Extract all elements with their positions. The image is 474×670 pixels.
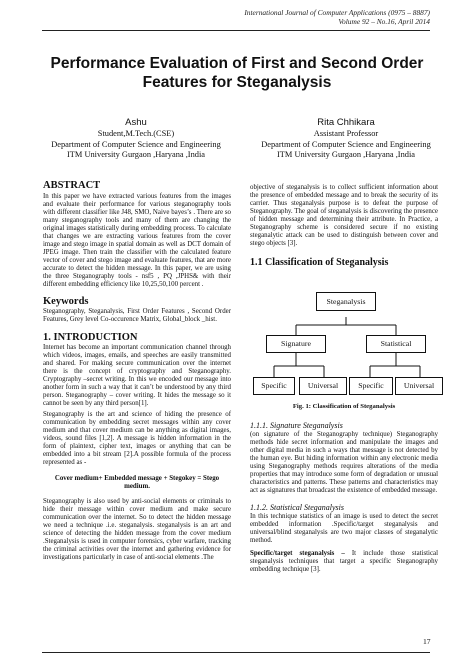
abstract-heading: ABSTRACT [43,180,101,191]
author-dept: Department of Computer Science and Engineering [51,139,221,149]
right-column-bottom [250,403,438,574]
footer-rule [42,652,430,653]
keywords-heading: Keywords [43,296,89,307]
objective-paragraph: objective of steganalysis is to collect sufficient information about the presence of embedded message and to break the security of its carrier. Thus steganalysis purpose is to defeat the purpose of Steganography. The goal of steganalysis is discovering the presence of hidden message and determining their attribute. In Practice, a Steganography scheme is considered secure if no existing steganalytic attack can be used to distinguish between cover and stego objects [3]. [250,184,438,247]
intro-paragraph-2: Steganography is the art and science of hiding the presence of communication by embedding secret messages within any cover medium and that cover medium can be anything as digital images, videos, sound files [1,2]. A message is hidden information in the form of plaintext, cipher text, images or anything that can be embedded into a bit stream [2].A possible formula of the process represented as - [43,411,231,466]
author-name: Rita Chhikara [317,117,375,128]
journal-volume: Volume 92 – No.16, April 2014 [338,17,430,26]
introduction-heading: 1. INTRODUCTION [43,332,138,343]
intro-paragraph-3: Steganography is also used by anti-social elements or criminals to hide their message within cover medium and make secure communication over the internet. So to detect the hidden message we need a technique .i.e. steganalysis. steganalysis is an art and science of detecting the hidden message from the cover medium .Steganalysis is used in computer forensics, cyber warfare, tracking the criminal activities over the internet and gathering evidence for investigations particularly in case of anti-social elements .The [43,498,231,561]
author-role: Student,M.Tech.(CSE) [97,129,175,138]
author-1 [36,116,236,161]
left-column [43,179,231,562]
node-statistical-universal: Universal [395,377,443,395]
author-name: Ashu [125,117,147,128]
specific-steganalysis-text: It include those statistical steganalysis techniques that target a specific Steganography embedding technique [3]. [250,550,438,573]
specific-steganalysis-label: Specific/target steganalysis – [250,550,345,557]
paper-title [30,54,444,92]
intro-paragraph-1: Internet has become an important communication channel through which videos, images, emails, and speeches are easily transmitted and shared. For making secure communication over the internet there is the concept of cryptography and Steganography. Cryptography –secret writing. In this we encoded our message into another form in such a way that it can’t be understood by any third person. Steganography – cover writing. It hides the message so it cannot be seen by any third person[1]. [43,344,231,407]
title-line-1: Performance Evaluation of First and Second Order [50,55,424,72]
author-role: Assistant Professor [313,129,379,138]
abstract-text: In this paper we have extracted various features from the images and evaluate their performance for various steganography tools with different classifier like J48, SMO, Naive bayes’s . There are so many steganography tools and many of them are changing the original images statistically during embedding process. To calculate that changes we are extracting various features from the cover image and stego image in spatial domain as well as DCT domain of JPEG image. Then train the classifier with the calculated feature vector of cover and stego image and evaluate features, that are more accurate to detect the hidden message. In this paper, we are using the three Steganography tools - nsf5 , PQ ,JPHS& with their different embedding efficiency like 10,25,50,100 percent . [43,193,231,288]
statistical-steganalysis-text: In this technique statistics of an image is used to detect the secret embedded information .Specific/target steganalysis and universal/blind steganalysis are two major classes of steganalytic method. [250,513,438,544]
stego-formula: Cover medium+ Embedded message + Stegokey = Stego medium. [54,475,220,490]
header-rule [42,30,430,31]
right-column-top [250,184,438,269]
journal-header [244,8,430,26]
signature-steganalysis-text: (on signature of the Steganography technique) Steganography methods hide secret information and manipulate the images and other digital media in such a ways that message is not detected by the human eye. But hiding information within any electronic media using Steganography methods requires alterations of the media properties that may introduce some form of degradation or unusual characteristics and patterns. These patterns and characteristics may act as signatures that broadcast the existence of embedded message. [250,431,438,494]
author-institution: ITM University Gurgaon ,Haryana ,India [67,150,205,159]
signature-steganalysis-heading: 1.1.1. Signature Steganalysis [250,421,343,430]
statistical-steganalysis-heading: 1.1.2. Statistical Steganalysis [250,503,344,512]
page-number: 17 [423,637,431,646]
node-signature-universal: Universal [299,377,347,395]
node-statistical-specific: Specific [349,377,393,395]
journal-name: International Journal of Computer Applications (0975 – 8887) [244,8,430,17]
keywords-text: Steganography, Steganalysis, First Order Features , Second Order Features, Grey level Co-occurence Matrix, Global_block _hist. [43,308,231,323]
node-signature: Signature [266,335,326,353]
classification-heading: 1.1 Classification of Steganalysis [250,257,389,268]
node-statistical: Statistical [366,335,426,353]
specific-steganalysis-paragraph [250,550,438,574]
figure-caption: Fig. 1: Classification of Steganalysis [292,403,396,410]
title-line-2: Features for Steganalysis [142,74,332,91]
author-institution: ITM University Gurgaon ,Haryana ,India [277,150,415,159]
author-2 [246,116,446,161]
node-signature-specific: Specific [253,377,295,395]
author-dept: Department of Computer Science and Engineering [261,139,431,149]
node-steganalysis: Steganalysis [316,292,376,311]
